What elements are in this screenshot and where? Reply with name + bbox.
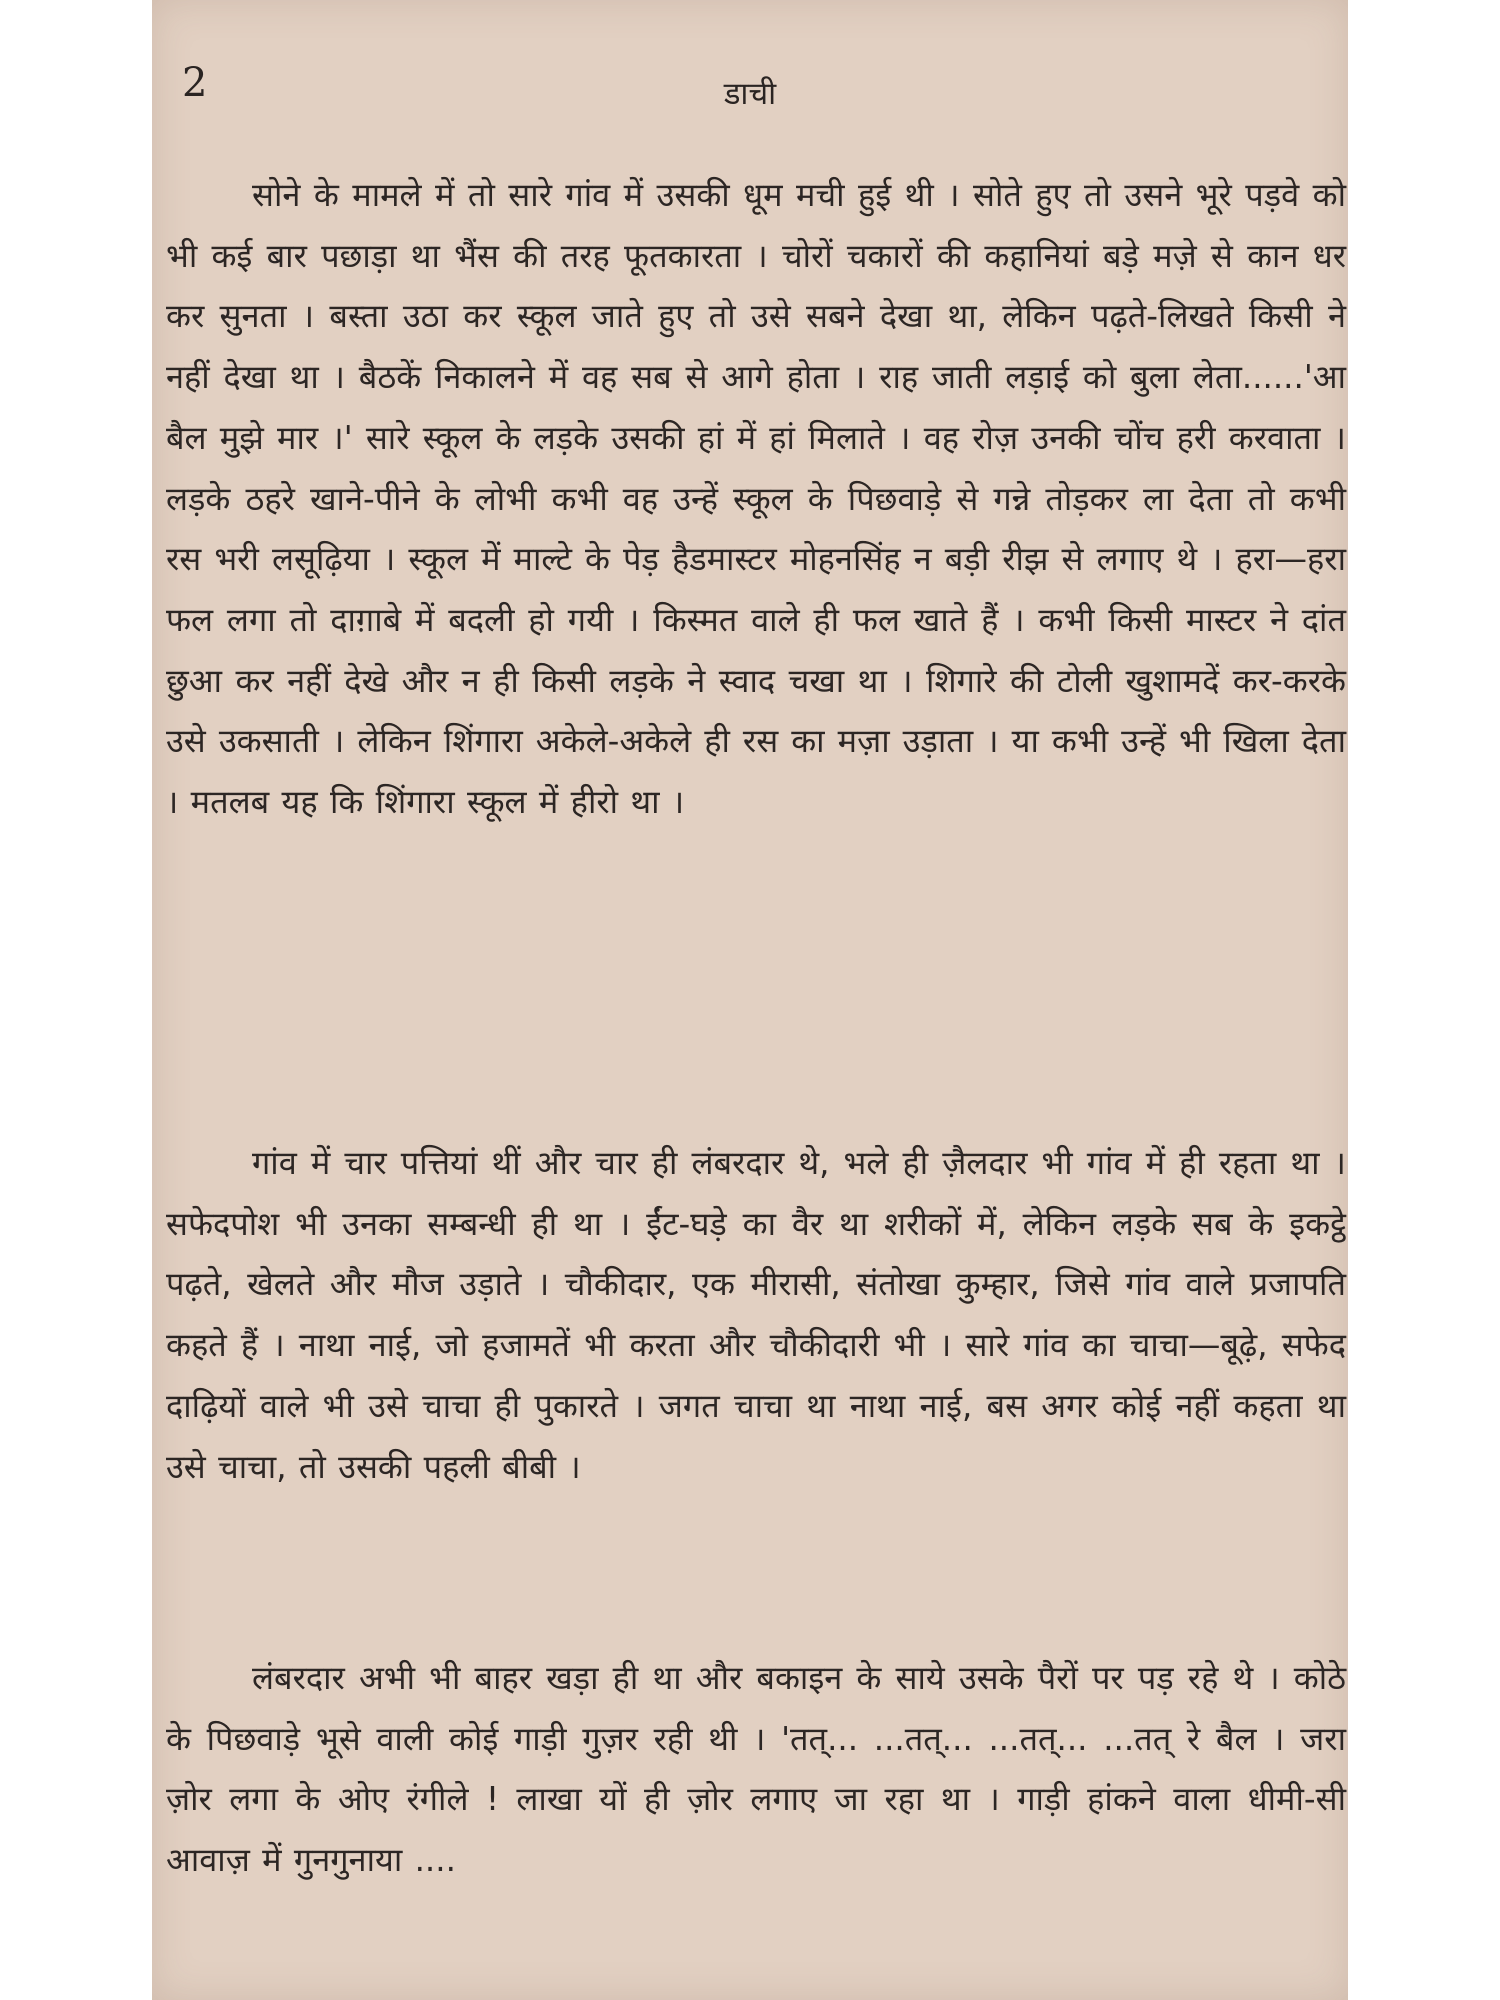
scanned-book-page bbox=[152, 0, 1348, 2000]
paragraph-1: सोने के मामले में तो सारे गांव में उसकी धूम मची हुई थी । सोते हुए तो उसने भूरे पड़वे को भी कई बार पछाड़ा था भैंस की तरह फूतकारता । चोरों चकारों की कहानियां बड़े मज़े से कान धर कर सुनता । बस्ता उठा कर स्कूल जाते हुए तो उसे सबने देखा था, लेकिन पढ़ते-लिखते किसी ने नहीं देखा था । बैठकें निकालने में वह सब से आगे होता । राह जाती लड़ाई को बुला लेता......'आ बैल मुझे मार ।' सारे स्कूल के लड़के उसकी हां में हां मिलाते । वह रोज़ उनकी चोंच हरी करवाता । लड़के ठहरे खाने-पीने के लोभी कभी वह उन्हें स्कूल के पिछवाड़े से गन्ने तोड़कर ला देता तो कभी रस भरी लसूढ़िया । स्कूल में माल्टे के पेड़ हैडमास्टर मोहनसिंह न बड़ी रीझ से लगाए थे । हरा—हरा फल लगा तो दाग़ाबे में बदली हो गयी । किस्मत वाले ही फल खाते हैं । कभी किसी मास्टर ने दांत छुआ कर नहीं देखे और न ही किसी लड़के ने स्वाद चखा था । शिगारे की टोली खुशामदें कर-करके उसे उकसाती । लेकिन शिंगारा अकेले-अकेले ही रस का मज़ा उड़ाता । या कभी उन्हें भी खिला देता । मतलब यह कि शिंगारा स्कूल में हीरो था । bbox=[166, 176, 1346, 822]
paragraph-2: गांव में चार पत्तियां थीं और चार ही लंबरदार थे, भले ही ज़ैलदार भी गांव में ही रहता था । सफेदपोश भी उनका सम्बन्धी ही था । ईंट-घड़े का वैर था शरीकों में, लेकिन लड़के सब के इकट्ठे पढ़ते, खेलते और मौज उड़ाते । चौकीदार, एक मीरासी, संतोखा कुम्हार, जिसे गांव वाले प्रजापति कहते हैं । नाथा नाई, जो हजामतें भी करता और चौकीदारी भी । सारे गांव का चाचा—बूढ़े, सफेद दाढ़ियों वाले भी उसे चाचा ही पुकारते । जगत चाचा था नाथा नाई, बस अगर कोई नहीं कहता था उसे चाचा, तो उसकी पहली बीबी । bbox=[166, 1144, 1346, 1486]
running-head-title: डाची bbox=[723, 76, 777, 112]
paragraph-3: लंबरदार अभी भी बाहर खड़ा ही था और बकाइन के साये उसके पैरों पर पड़ रहे थे । कोठे के पिछवाड़े भूसे वाली कोई गाड़ी गुज़र रही थी । 'तत्... ...तत्... ...तत्... ...तत् रे बैल । जरा ज़ोर लगा के ओए रंगीले ! लाखा यों ही ज़ोर लगाए जा रहा था । गाड़ी हांकने वाला धीमी-सी आवाज़ में गुनगुनाया .... bbox=[166, 1659, 1346, 1880]
page-number: 2 bbox=[182, 60, 208, 106]
